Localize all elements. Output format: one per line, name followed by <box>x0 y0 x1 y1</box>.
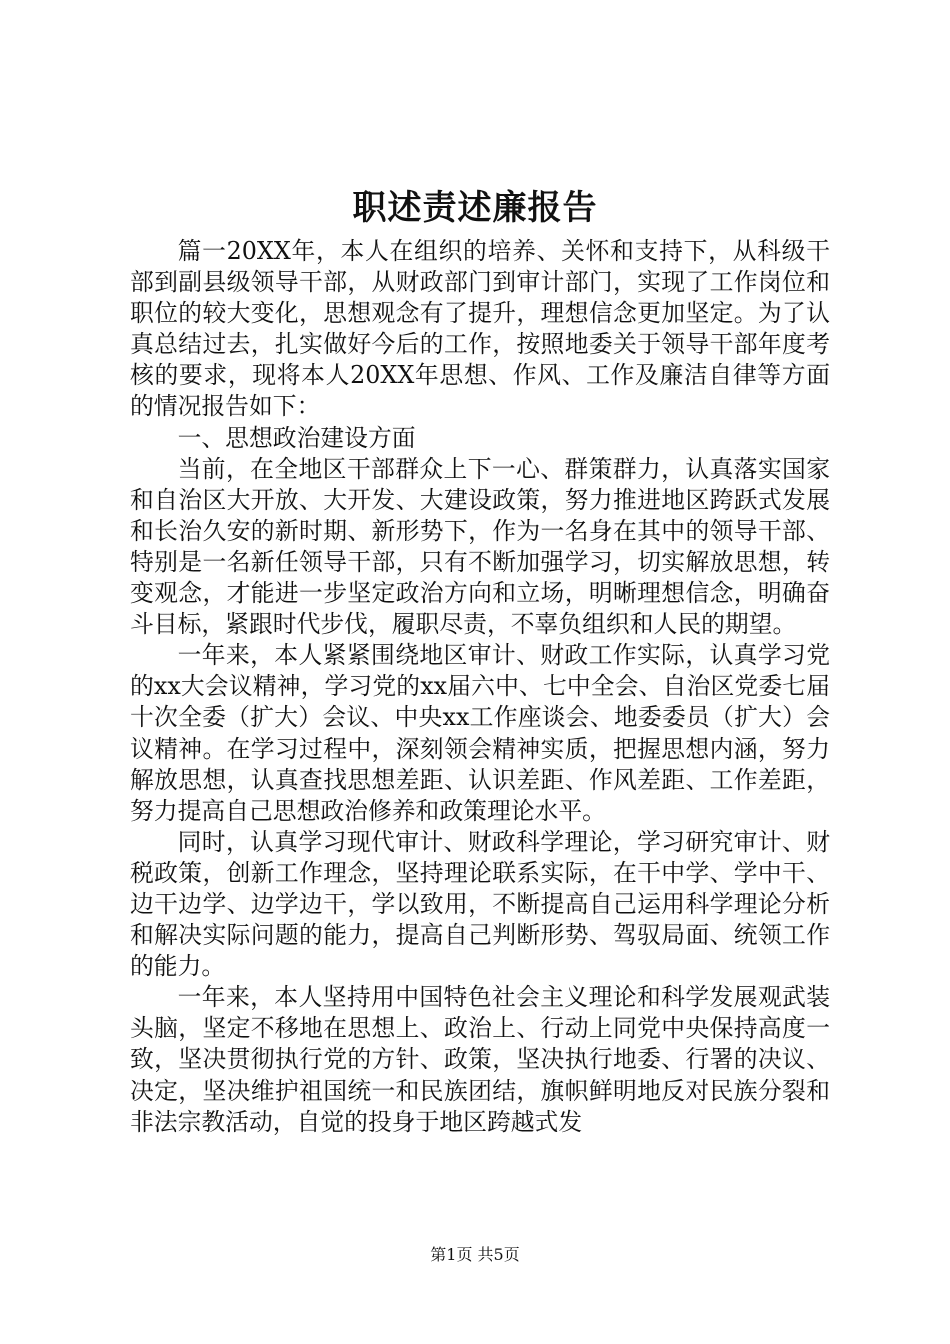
paragraph-study: 一年来，本人紧紧围绕地区审计、财政工作实际，认真学习党的xx大会议精神，学习党的xx届六中、七中全会、自治区党委七届十次全委（扩大）会议、中央xx工作座谈会、地委委员（扩大）会议精神。在学习过程中，深刻领会精神实质，把握思想内涵，努力解放思想，认真查找思想差距、认识差距、作风差距、工作差距，努力提高自己思想政治修养和政策理论水平。 <box>130 641 830 825</box>
document-body <box>130 236 830 1138</box>
paragraph-political-stance: 一年来，本人坚持用中国特色社会主义理论和科学发展观武装头脑，坚定不移地在思想上、政治上、行动上同党中央保持高度一致，坚决贯彻执行党的方针、政策，坚决执行地委、行署的决议、决定，坚决维护祖国统一和民族团结，旗帜鲜明地反对民族分裂和非法宗教活动，自觉的投身于地区跨越式发 <box>130 983 830 1136</box>
paragraph-theory: 同时，认真学习现代审计、财政科学理论，学习研究审计、财税政策，创新工作理念，坚持理论联系实际，在干中学、学中干、边干边学、边学边干，学以致用，不断提高自己运用科学理论分析和解决实际问题的能力，提高自己判断形势、驾驭局面、统领工作的能力。 <box>130 827 830 981</box>
paragraph-intro: 篇一20XX年，本人在组织的培养、关怀和支持下，从科级干部到副县级领导干部，从财政部门到审计部门，实现了工作岗位和职位的较大变化，思想观念有了提升，理想信念更加坚定。为了认真总结过去，扎实做好今后的工作，按照地委关于领导干部年度考核的要求，现将本人20XX年思想、作风、工作及廉洁自律等方面的情况报告如下： <box>130 237 830 421</box>
page-number-footer: 第1页 共5页 <box>430 1245 520 1264</box>
document-title: 职述责述廉报告 <box>352 188 598 228</box>
section-heading-political: 一、思想政治建设方面 <box>177 423 416 452</box>
paragraph-current-situation: 当前，在全地区干部群众上下一心、群策群力，认真落实国家和自治区大开放、大开发、大建设政策，努力推进地区跨跃式发展和长治久安的新时期、新形势下，作为一名身在其中的领导干部、特别是一名新任领导干部，只有不断加强学习，切实解放思想，转变观念，才能进一步坚定政治方向和立场，明晰理想信念，明确奋斗目标，紧跟时代步伐，履职尽责，不辜负组织和人民的期望。 <box>130 454 830 639</box>
